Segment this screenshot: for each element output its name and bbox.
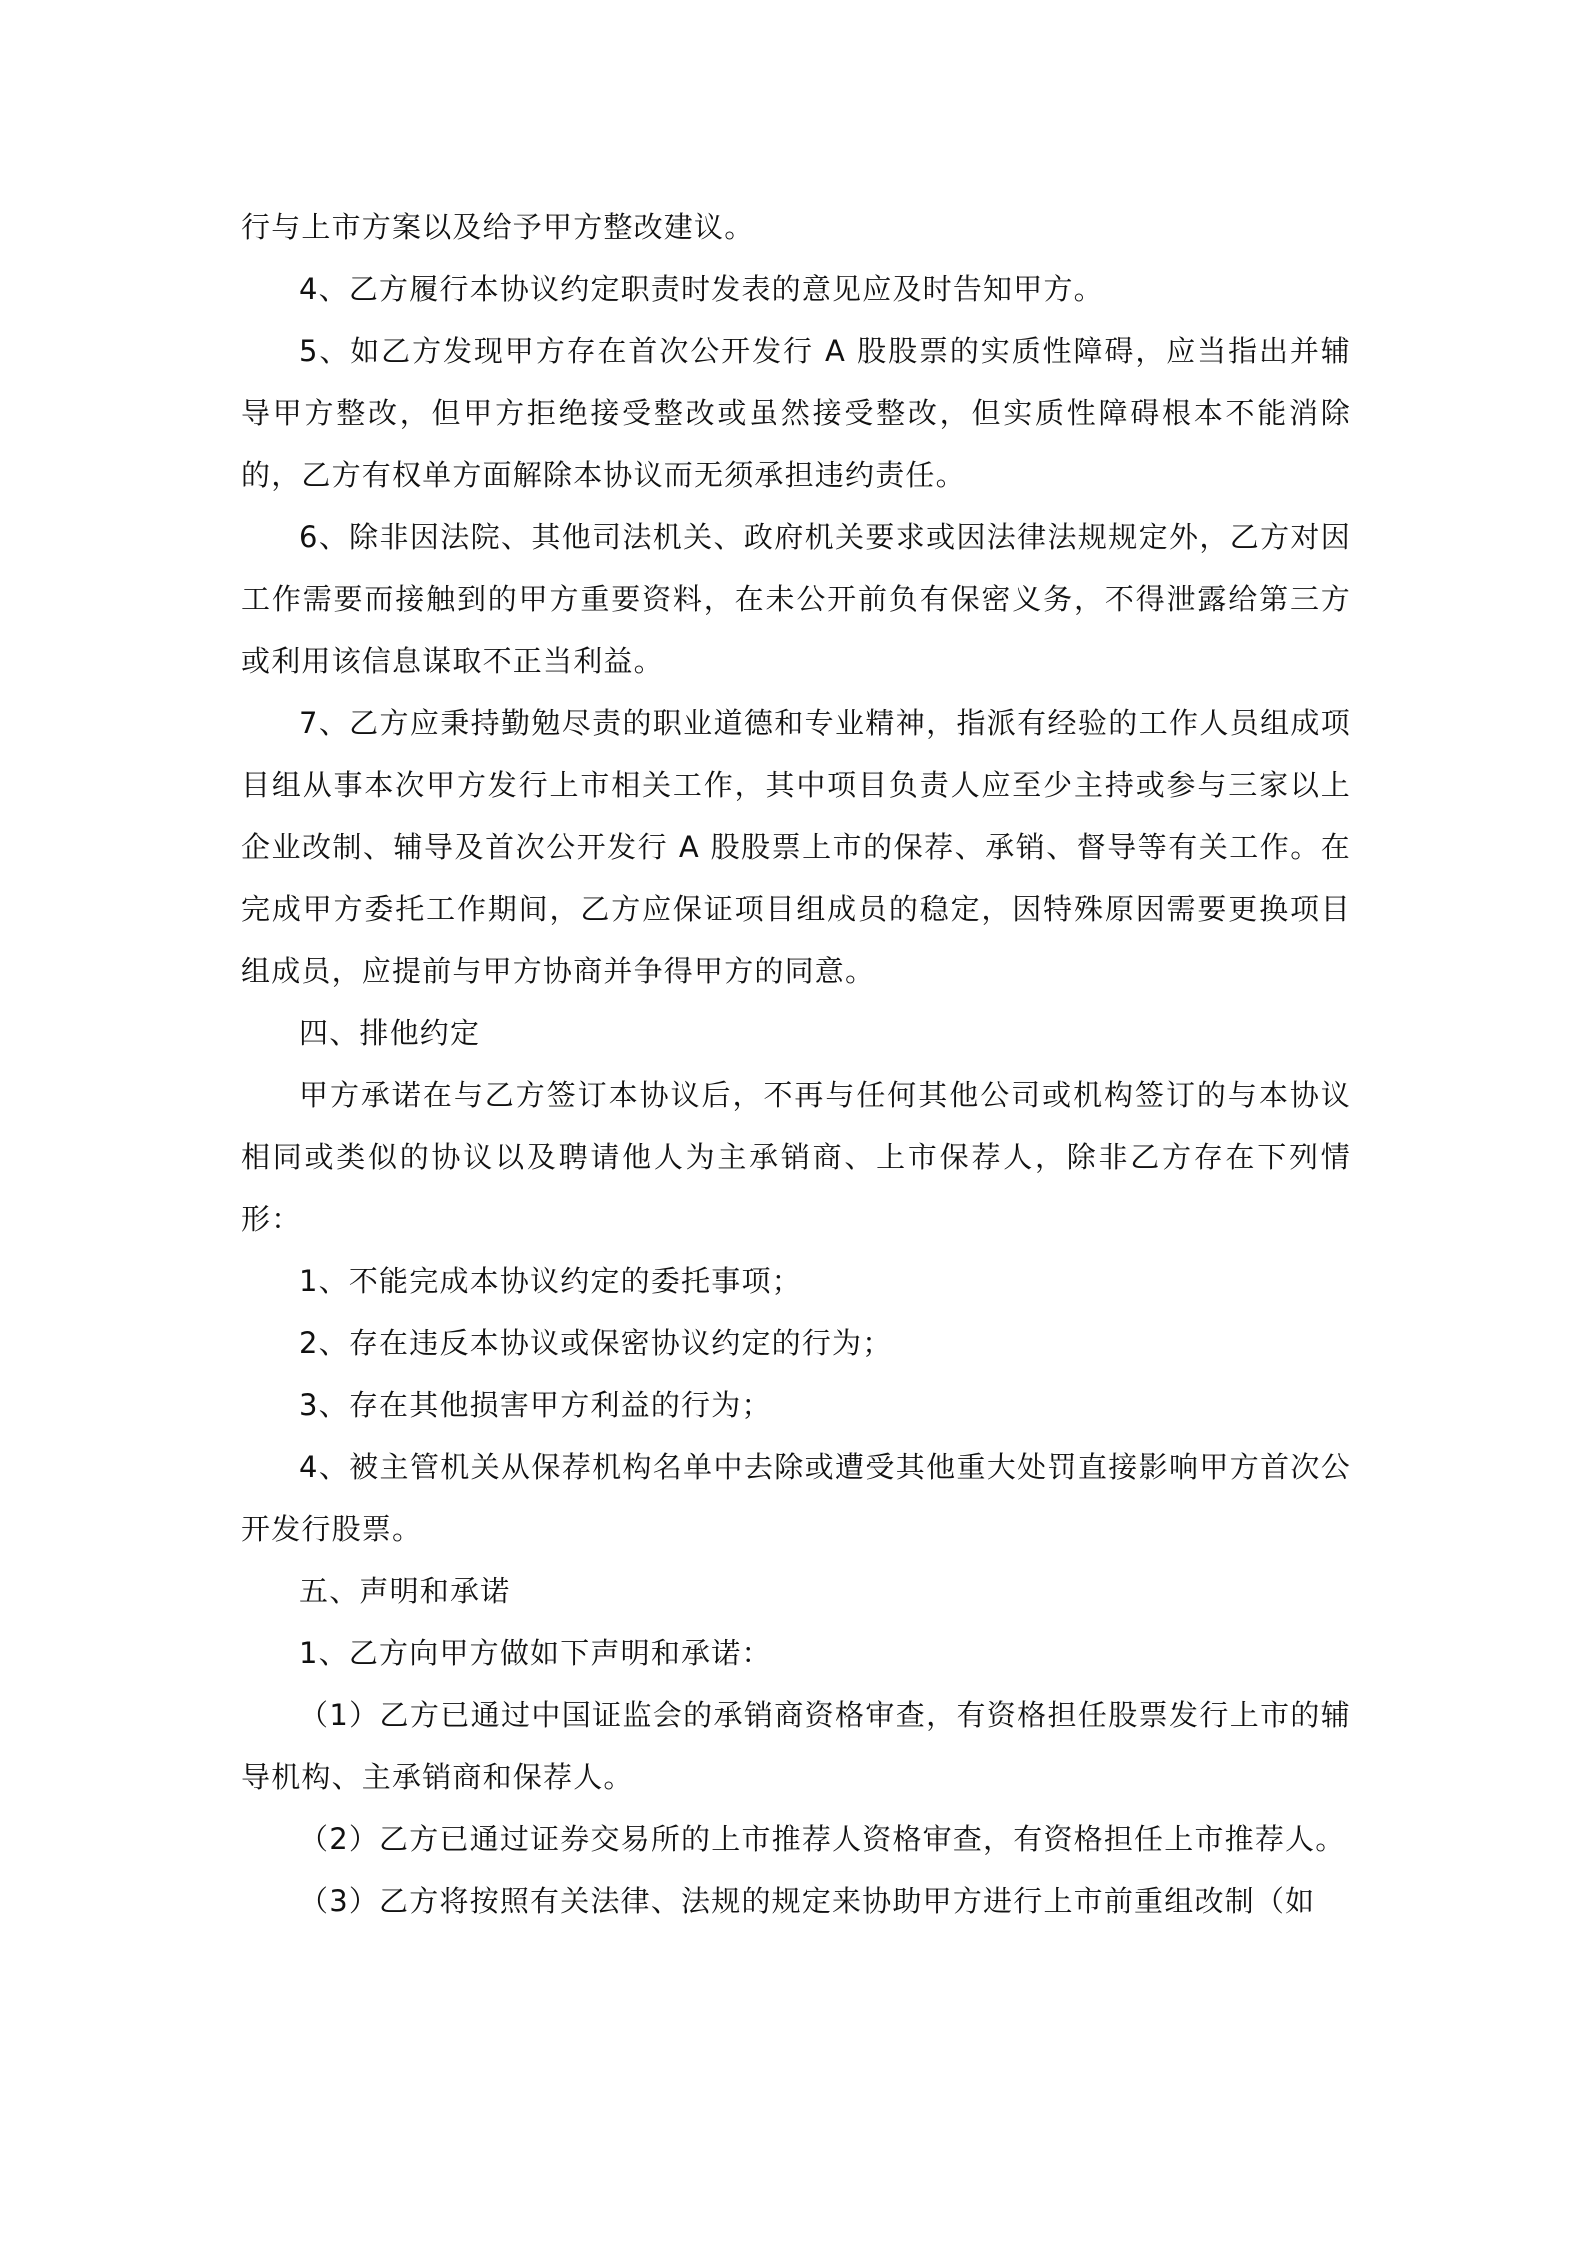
paragraph-continuation: 行与上市方案以及给予甲方整改建议。 [241, 210, 755, 244]
document-body [241, 196, 1351, 1932]
exclusivity-condition-2: 2、存在违反本协议或保密协议约定的行为； [299, 1326, 893, 1360]
section-heading-representations: 五、声明和承诺 [299, 1574, 511, 1608]
representation-1-item-3: （3）乙方将按照有关法律、法规的规定来协助甲方进行上市前重组改制（如 [299, 1884, 1316, 1918]
exclusivity-condition-1: 1、不能完成本协议约定的委托事项； [299, 1264, 802, 1298]
clause-5: 5、如乙方发现甲方存在首次公开发行 A 股股票的实质性障碍，应当指出并辅导甲方整改，但甲方拒绝接受整改或虽然接受整改，但实质性障碍根本不能消除的，乙方有权单方面解除本协议而无须承担违约责任。 [241, 334, 1351, 492]
exclusivity-condition-3: 3、存在其他损害甲方利益的行为； [299, 1388, 772, 1422]
clause-4: 4、乙方履行本协议约定职责时发表的意见应及时告知甲方。 [299, 272, 1104, 306]
section-heading-exclusivity: 四、排他约定 [299, 1016, 481, 1050]
representation-1: 1、乙方向甲方做如下声明和承诺： [299, 1636, 772, 1670]
representation-1-item-2: （2）乙方已通过证券交易所的上市推荐人资格审查，有资格担任上市推荐人。 [299, 1822, 1346, 1856]
exclusivity-commitment: 甲方承诺在与乙方签订本协议后，不再与任何其他公司或机构签订的与本协议相同或类似的协议以及聘请他人为主承销商、上市保荐人，除非乙方存在下列情形： [241, 1078, 1351, 1236]
representation-1-item-1: （1）乙方已通过中国证监会的承销商资格审查，有资格担任股票发行上市的辅导机构、主承销商和保荐人。 [241, 1698, 1351, 1794]
clause-6: 6、除非因法院、其他司法机关、政府机关要求或因法律法规规定外，乙方对因工作需要而接触到的甲方重要资料，在未公开前负有保密义务，不得泄露给第三方或利用该信息谋取不正当利益。 [241, 520, 1351, 678]
clause-7: 7、乙方应秉持勤勉尽责的职业道德和专业精神，指派有经验的工作人员组成项目组从事本次甲方发行上市相关工作，其中项目负责人应至少主持或参与三家以上企业改制、辅导及首次公开发行 A 股股票上市的保荐、承销、督导等有关工作。在完成甲方委托工作期间，乙方应保证项目组成员的稳定，因特殊原因需要更换项目组成员，应提前与甲方协商并争得甲方的同意。 [241, 706, 1351, 988]
exclusivity-condition-4: 4、被主管机关从保荐机构名单中去除或遭受其他重大处罚直接影响甲方首次公开发行股票。 [241, 1450, 1351, 1546]
